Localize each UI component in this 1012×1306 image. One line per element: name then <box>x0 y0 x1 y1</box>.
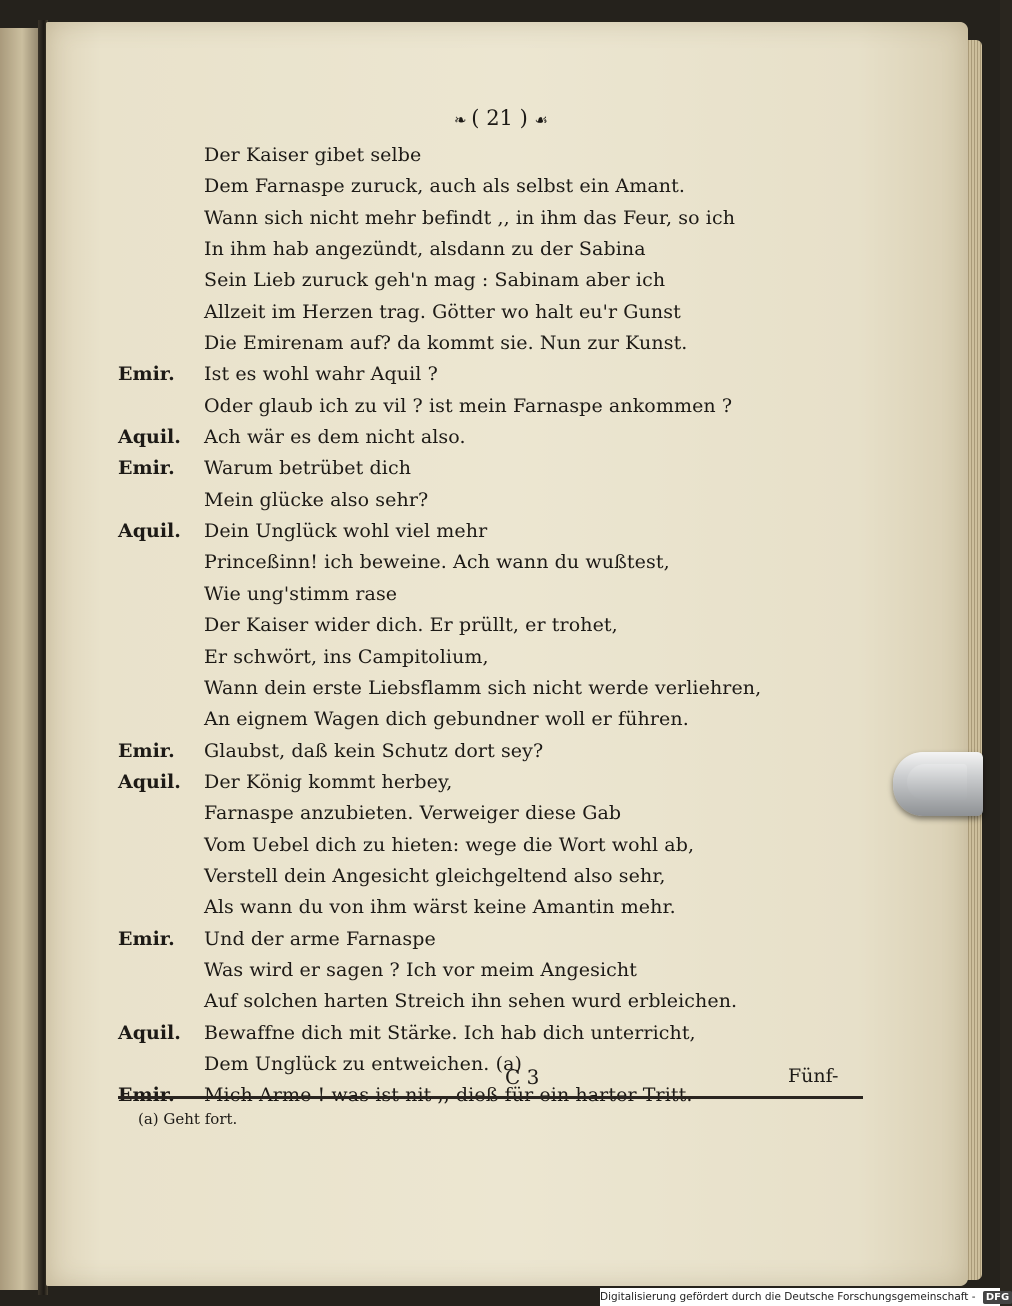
footnote: (a) Geht fort. <box>138 1110 238 1128</box>
verse-text: Der Kaiser wider dich. Er prüllt, er trohet, <box>204 614 618 637</box>
verse-text: In ihm hab angezündt, alsdann zu der Sabina <box>204 238 646 261</box>
verse-line <box>0 704 1000 735</box>
verse-line <box>0 673 1000 704</box>
verse-text: Die Emirenam auf? da kommt sie. Nun zur Kunst. <box>204 332 688 355</box>
speaker-label: Emir. <box>118 363 175 386</box>
verse-text: An eignem Wagen dich gebundner woll er führen. <box>204 708 689 731</box>
verse-text: Glaubst, daß kein Schutz dort sey? <box>204 739 544 762</box>
verse-line <box>0 861 1000 892</box>
verse-line <box>0 642 1000 673</box>
speaker-label: Aquil. <box>118 770 181 793</box>
page-header <box>420 106 580 130</box>
signature-mark: C 3 <box>505 1065 540 1089</box>
dialogue-block <box>0 140 1000 1112</box>
verse-text: Dein Unglück wohl viel mehr <box>204 520 488 543</box>
verse-line <box>0 547 1000 578</box>
verse-text: Princeßinn! ich beweine. Ach wann du wußtest, <box>204 551 670 574</box>
verse-line <box>0 892 1000 923</box>
dfg-logo: DFG <box>983 1291 1012 1304</box>
ornament-left: ❧ <box>454 111 465 129</box>
page-number-open: ( <box>471 106 480 130</box>
page-clip <box>893 752 983 816</box>
verse-text: Er schwört, ins Campitolium, <box>204 645 489 668</box>
ornament-right: ☙ <box>534 111 546 129</box>
speaker-label: Aquil. <box>118 520 181 543</box>
verse-text: Dem Unglück zu entweichen. (a) <box>204 1052 523 1075</box>
verse-line <box>0 579 1000 610</box>
verse-text: Der Kaiser gibet selbe <box>204 144 422 166</box>
speaker-label: Emir. <box>118 457 175 480</box>
verse-text: Verstell dein Angesicht gleichgeltend also sehr, <box>204 864 666 887</box>
verse-text: Wann sich nicht mehr befindt ,, in ihm das Feur, so ich <box>204 206 736 229</box>
verse-text: Und der arme Farnaspe <box>204 927 436 950</box>
speaker-label: Aquil. <box>118 426 181 449</box>
verse-line <box>0 986 1000 1017</box>
verse-line <box>0 203 1000 234</box>
verse-line <box>0 1018 1000 1049</box>
credit-text: Digitalisierung gefördert durch die Deutsche Forschungsgemeinschaft - <box>600 1291 976 1303</box>
verse-line <box>0 924 1000 955</box>
verse-line <box>0 391 1000 422</box>
speaker-label: Aquil. <box>118 1021 181 1044</box>
verse-text: Allzeit im Herzen trag. Götter wo halt eu'r Gunst <box>204 300 681 323</box>
verse-line <box>0 955 1000 986</box>
verse-line <box>0 1049 1000 1080</box>
verse-text: Bewaffne dich mit Stärke. Ich hab dich unterricht, <box>204 1021 696 1044</box>
page-number-close: ) <box>519 106 528 130</box>
verse-text: Vom Uebel dich zu hieten: wege die Wort wohl ab, <box>204 833 695 856</box>
verse-text: Oder glaub ich zu vil ? ist mein Farnaspe ankommen ? <box>204 394 733 417</box>
verse-line <box>0 140 1000 171</box>
verse-line <box>0 485 1000 516</box>
verse-text: Als wann du von ihm wärst keine Amantin mehr. <box>204 896 676 919</box>
verse-line <box>0 610 1000 641</box>
verse-text: Dem Farnaspe zuruck, auch als selbst ein Amant. <box>204 175 686 198</box>
verse-text: Ist es wohl wahr Aquil ? <box>204 363 438 386</box>
verse-line <box>0 798 1000 829</box>
verse-line <box>0 234 1000 265</box>
verse-text: Warum betrübet dich <box>204 457 412 480</box>
verse-line <box>0 328 1000 359</box>
credit-bar <box>600 1288 1010 1306</box>
verse-line <box>0 830 1000 861</box>
verse-text: Was wird er sagen ? Ich vor meim Angesicht <box>204 958 637 981</box>
verse-line <box>0 265 1000 296</box>
speaker-label: Emir. <box>118 739 175 762</box>
verse-line <box>0 767 1000 798</box>
footnote-rule <box>118 1096 863 1099</box>
catchword: Fünf- <box>788 1065 839 1087</box>
speaker-label: Emir. <box>118 927 175 950</box>
verse-line <box>0 736 1000 767</box>
verse-text: Sein Lieb zuruck geh'n mag : Sabinam aber ich <box>204 269 666 292</box>
verse-line <box>0 359 1000 390</box>
verse-line <box>0 453 1000 484</box>
verse-line <box>0 297 1000 328</box>
verse-text: Wann dein erste Liebsflamm sich nicht werde verliehren, <box>204 676 762 699</box>
verse-text: Wie ung'stimm rase <box>204 582 398 605</box>
verse-line <box>0 516 1000 547</box>
verse-text: Ach wär es dem nicht also. <box>204 426 466 449</box>
verse-text: Der König kommt herbey, <box>204 770 453 793</box>
verse-text: Auf solchen harten Streich ihn sehen wurd erbleichen. <box>204 990 738 1013</box>
verse-text: Mein glücke also sehr? <box>204 488 429 511</box>
verse-text: Farnaspe anzubieten. Verweiger diese Gab <box>204 802 622 825</box>
verse-line <box>0 422 1000 453</box>
verse-line <box>0 171 1000 202</box>
page-number: 21 <box>486 106 513 130</box>
